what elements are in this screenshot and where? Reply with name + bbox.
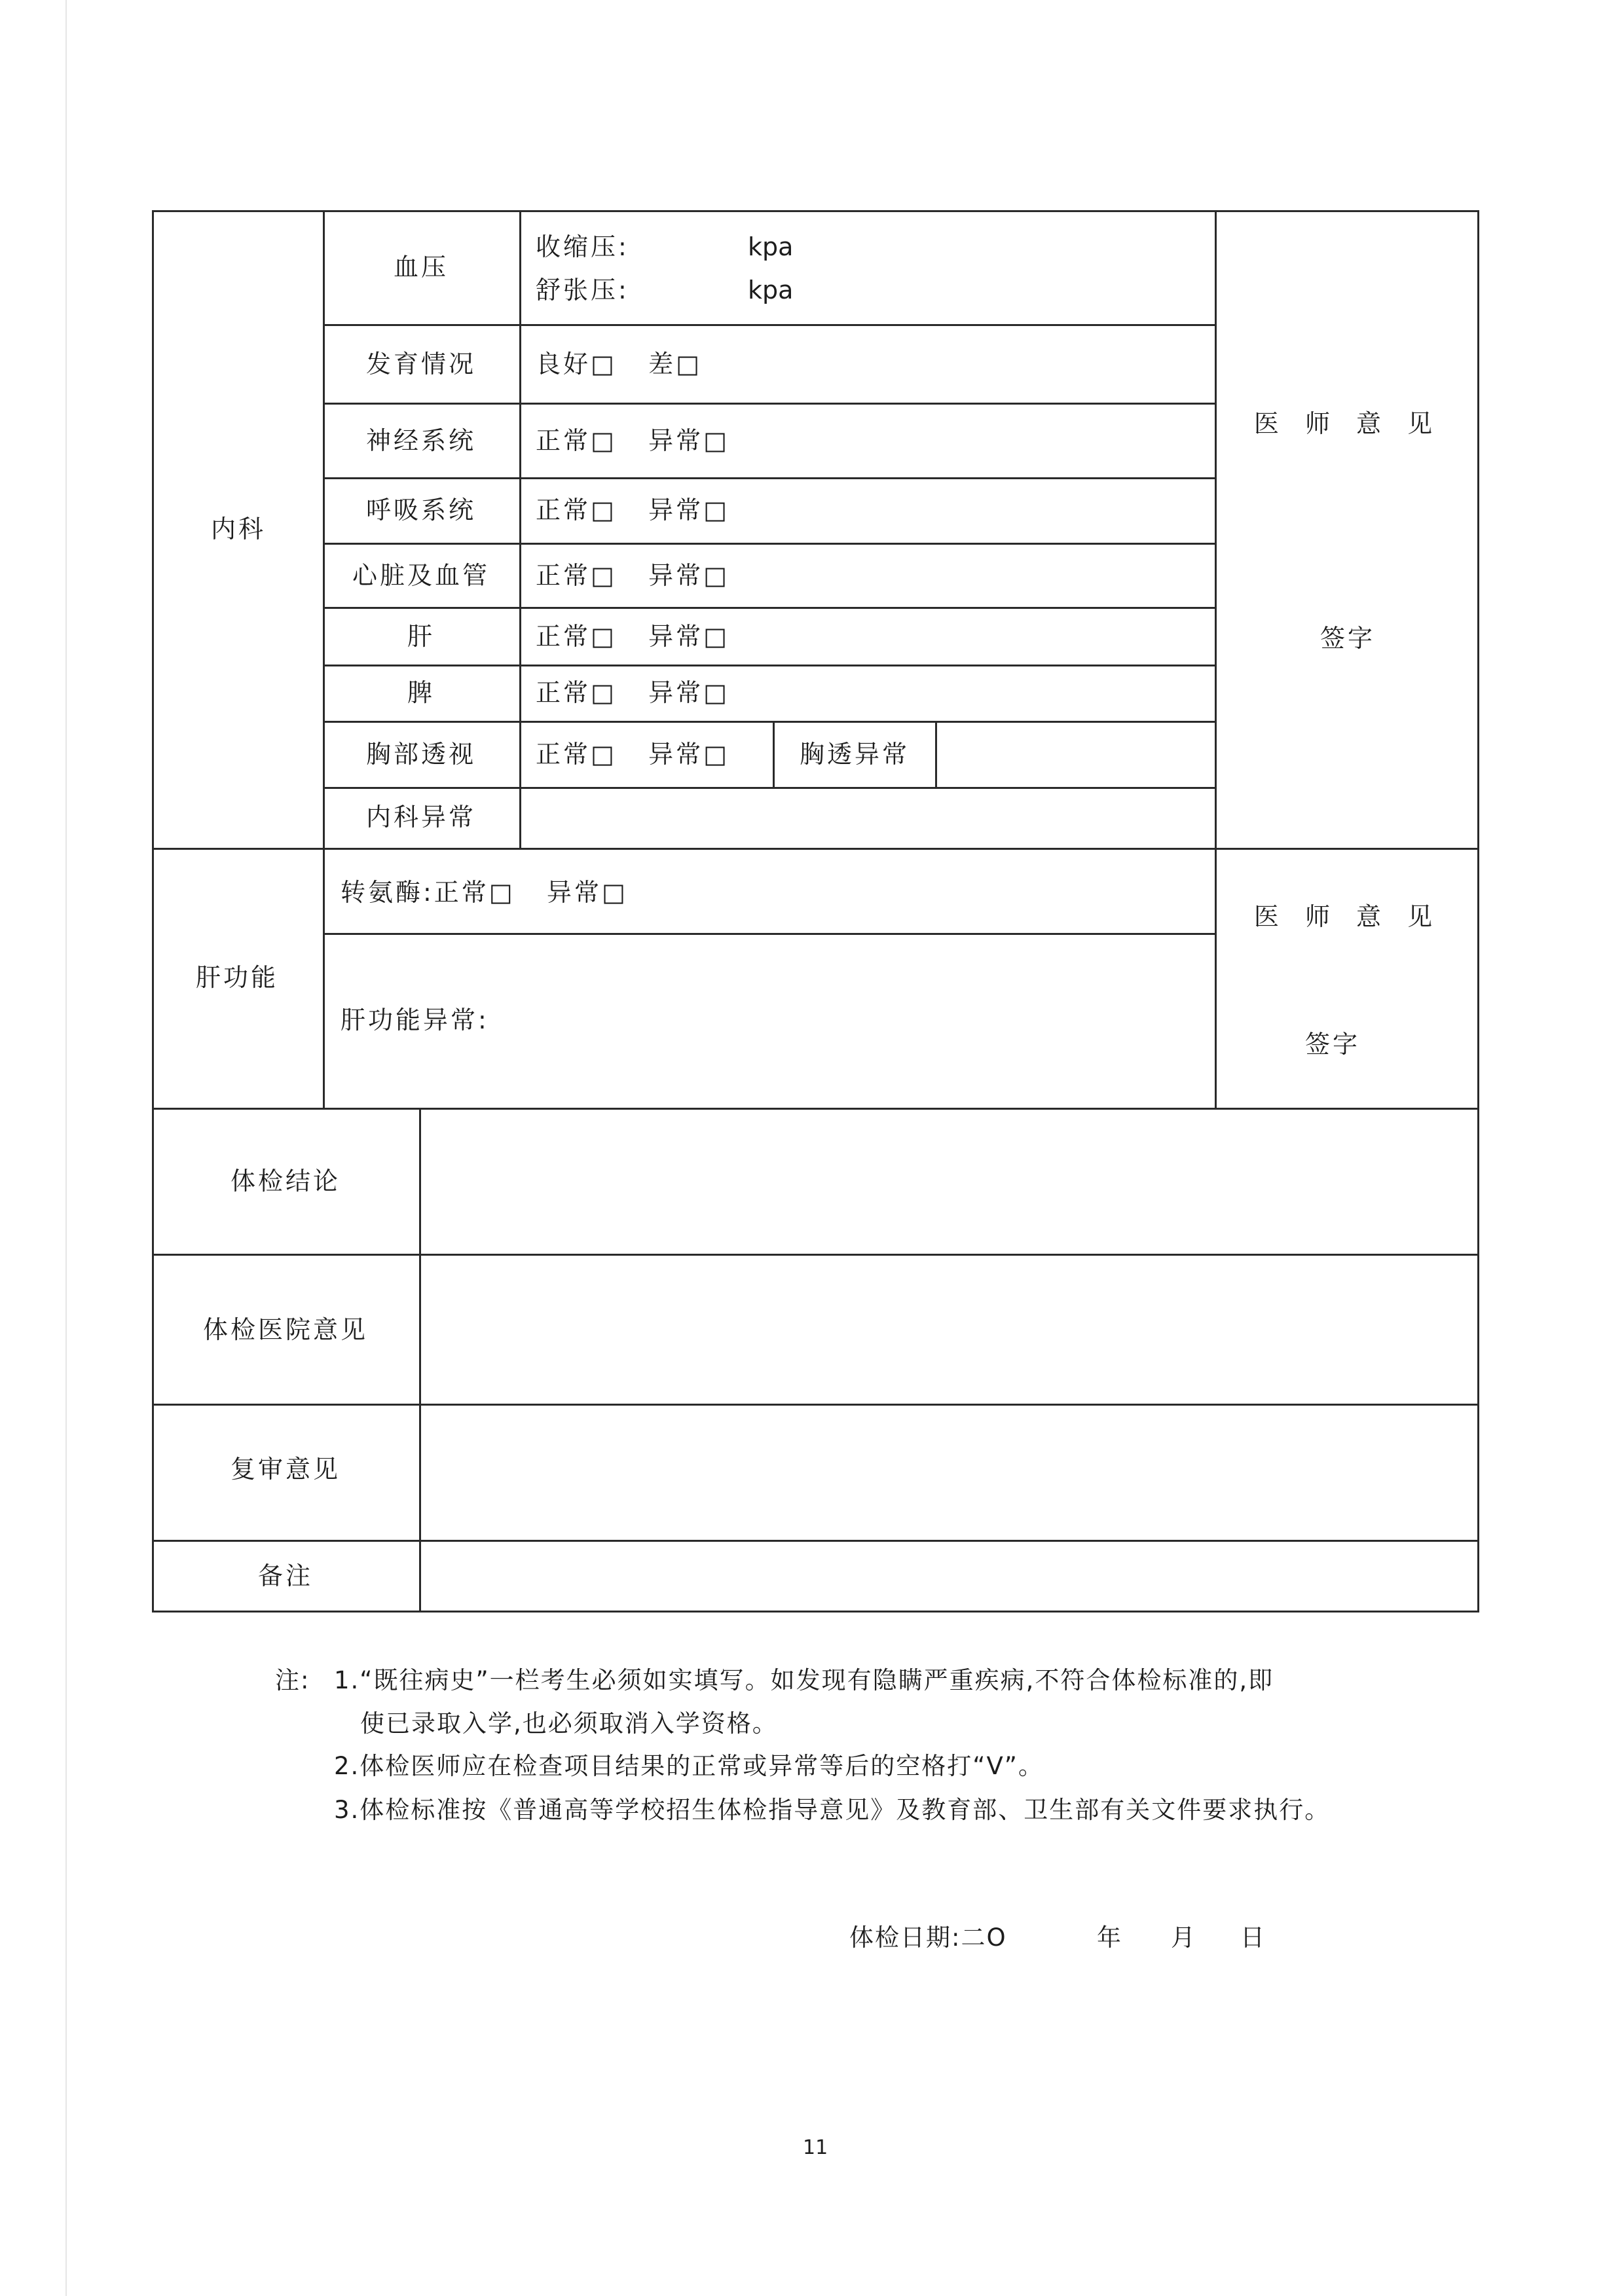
hospital-opinion-field[interactable] [421, 1256, 1477, 1404]
im-opinion-divider [1215, 210, 1217, 1110]
note-line-3: 3.体检标准按《普通高等学校招生体检指导意见》及教育部、卫生部有关文件要求执行。 [334, 1796, 1331, 1824]
hospital-opinion-label: 体检医院意见 [202, 1315, 369, 1344]
im-row-line-1 [323, 324, 1217, 326]
systolic-unit: kpa [748, 232, 794, 261]
nervous-system-options[interactable]: 正常□ 异常□ [536, 426, 730, 455]
exam-date-day[interactable]: 日 [1240, 1923, 1266, 1952]
exam-date-year[interactable]: 年 [1097, 1923, 1122, 1952]
im-row-line-4 [323, 543, 1217, 545]
im-abnormal-label: 内科异常 [365, 803, 477, 831]
im-row-line-2 [323, 403, 1217, 405]
im-abnormal-field[interactable] [521, 789, 1215, 848]
liver-label: 肝 [407, 622, 435, 651]
note-line-1-cont: 使已录取入学,也必须取消入学资格。 [360, 1709, 778, 1738]
conclusion-field[interactable] [421, 1110, 1477, 1254]
chest-xray-divider-1 [773, 721, 775, 788]
im-row-line-6 [323, 665, 1217, 666]
im-doctor-opinion: 医 师 意 见 [1253, 409, 1442, 438]
chest-xray-abnormal-label: 胸透异常 [799, 740, 910, 769]
spleen-options[interactable]: 正常□ 异常□ [536, 678, 730, 707]
review-opinion-label: 复审意见 [230, 1455, 341, 1484]
exam-date-month[interactable]: 月 [1171, 1923, 1196, 1952]
liver-signature: 签字 [1304, 1030, 1361, 1059]
bp-label: 血压 [393, 253, 449, 282]
transaminase-options[interactable]: 转氨酶:正常□ 异常□ [341, 878, 628, 907]
liver-options[interactable]: 正常□ 异常□ [536, 622, 730, 651]
chest-xray-options[interactable]: 正常□ 异常□ [536, 740, 730, 769]
chest-xray-label: 胸部透视 [365, 740, 477, 769]
page-number: 11 [803, 2136, 828, 2159]
respiratory-system-options[interactable]: 正常□ 异常□ [536, 496, 730, 524]
diastolic-label: 舒张压: [536, 276, 629, 304]
note-line-1: 1.“既往病史”一栏考生必须如实填写。如发现有隐瞒严重疾病,不符合体检标准的,即 [334, 1666, 1274, 1694]
form-border-left [152, 210, 154, 1613]
form-border-right [1477, 210, 1479, 1613]
im-row-line-3 [323, 477, 1217, 479]
liver-abnormal-label: 肝功能异常: [341, 1006, 489, 1034]
respiratory-system-label: 呼吸系统 [365, 496, 477, 524]
heart-vessels-label: 心脏及血管 [352, 561, 490, 590]
nervous-system-label: 神经系统 [365, 426, 477, 455]
form-border-bottom [152, 1611, 1479, 1613]
note-line-2: 2.体检医师应在检查项目结果的正常或异常等后的空格打“V”。 [334, 1752, 1044, 1780]
systolic-label: 收缩压: [536, 232, 629, 261]
liver-row-line [323, 933, 1217, 935]
remarks-field[interactable] [421, 1542, 1477, 1611]
liver-section-label: 肝功能 [195, 963, 279, 992]
im-row-line-5 [323, 607, 1217, 609]
development-options[interactable]: 良好□ 差□ [536, 350, 703, 378]
spleen-label: 脾 [407, 678, 435, 707]
notes-prefix: 注: [275, 1666, 310, 1694]
exam-date-label: 体检日期:二O [849, 1923, 1007, 1952]
remarks-label: 备注 [257, 1561, 314, 1590]
diastolic-unit: kpa [748, 276, 794, 304]
conclusion-label: 体检结论 [230, 1167, 341, 1195]
im-section-label: 内科 [210, 515, 267, 543]
form-border-top [152, 210, 1479, 212]
liver-section-top [152, 848, 1479, 850]
development-label: 发育情况 [365, 350, 477, 378]
heart-vessels-options[interactable]: 正常□ 异常□ [536, 561, 730, 590]
im-label-divider [323, 210, 325, 1110]
chest-xray-abnormal-field[interactable] [937, 723, 1215, 787]
review-opinion-field[interactable] [421, 1406, 1477, 1540]
liver-doctor-opinion: 医 师 意 见 [1253, 902, 1442, 931]
im-signature: 签字 [1320, 624, 1376, 653]
im-item-divider [519, 210, 521, 849]
